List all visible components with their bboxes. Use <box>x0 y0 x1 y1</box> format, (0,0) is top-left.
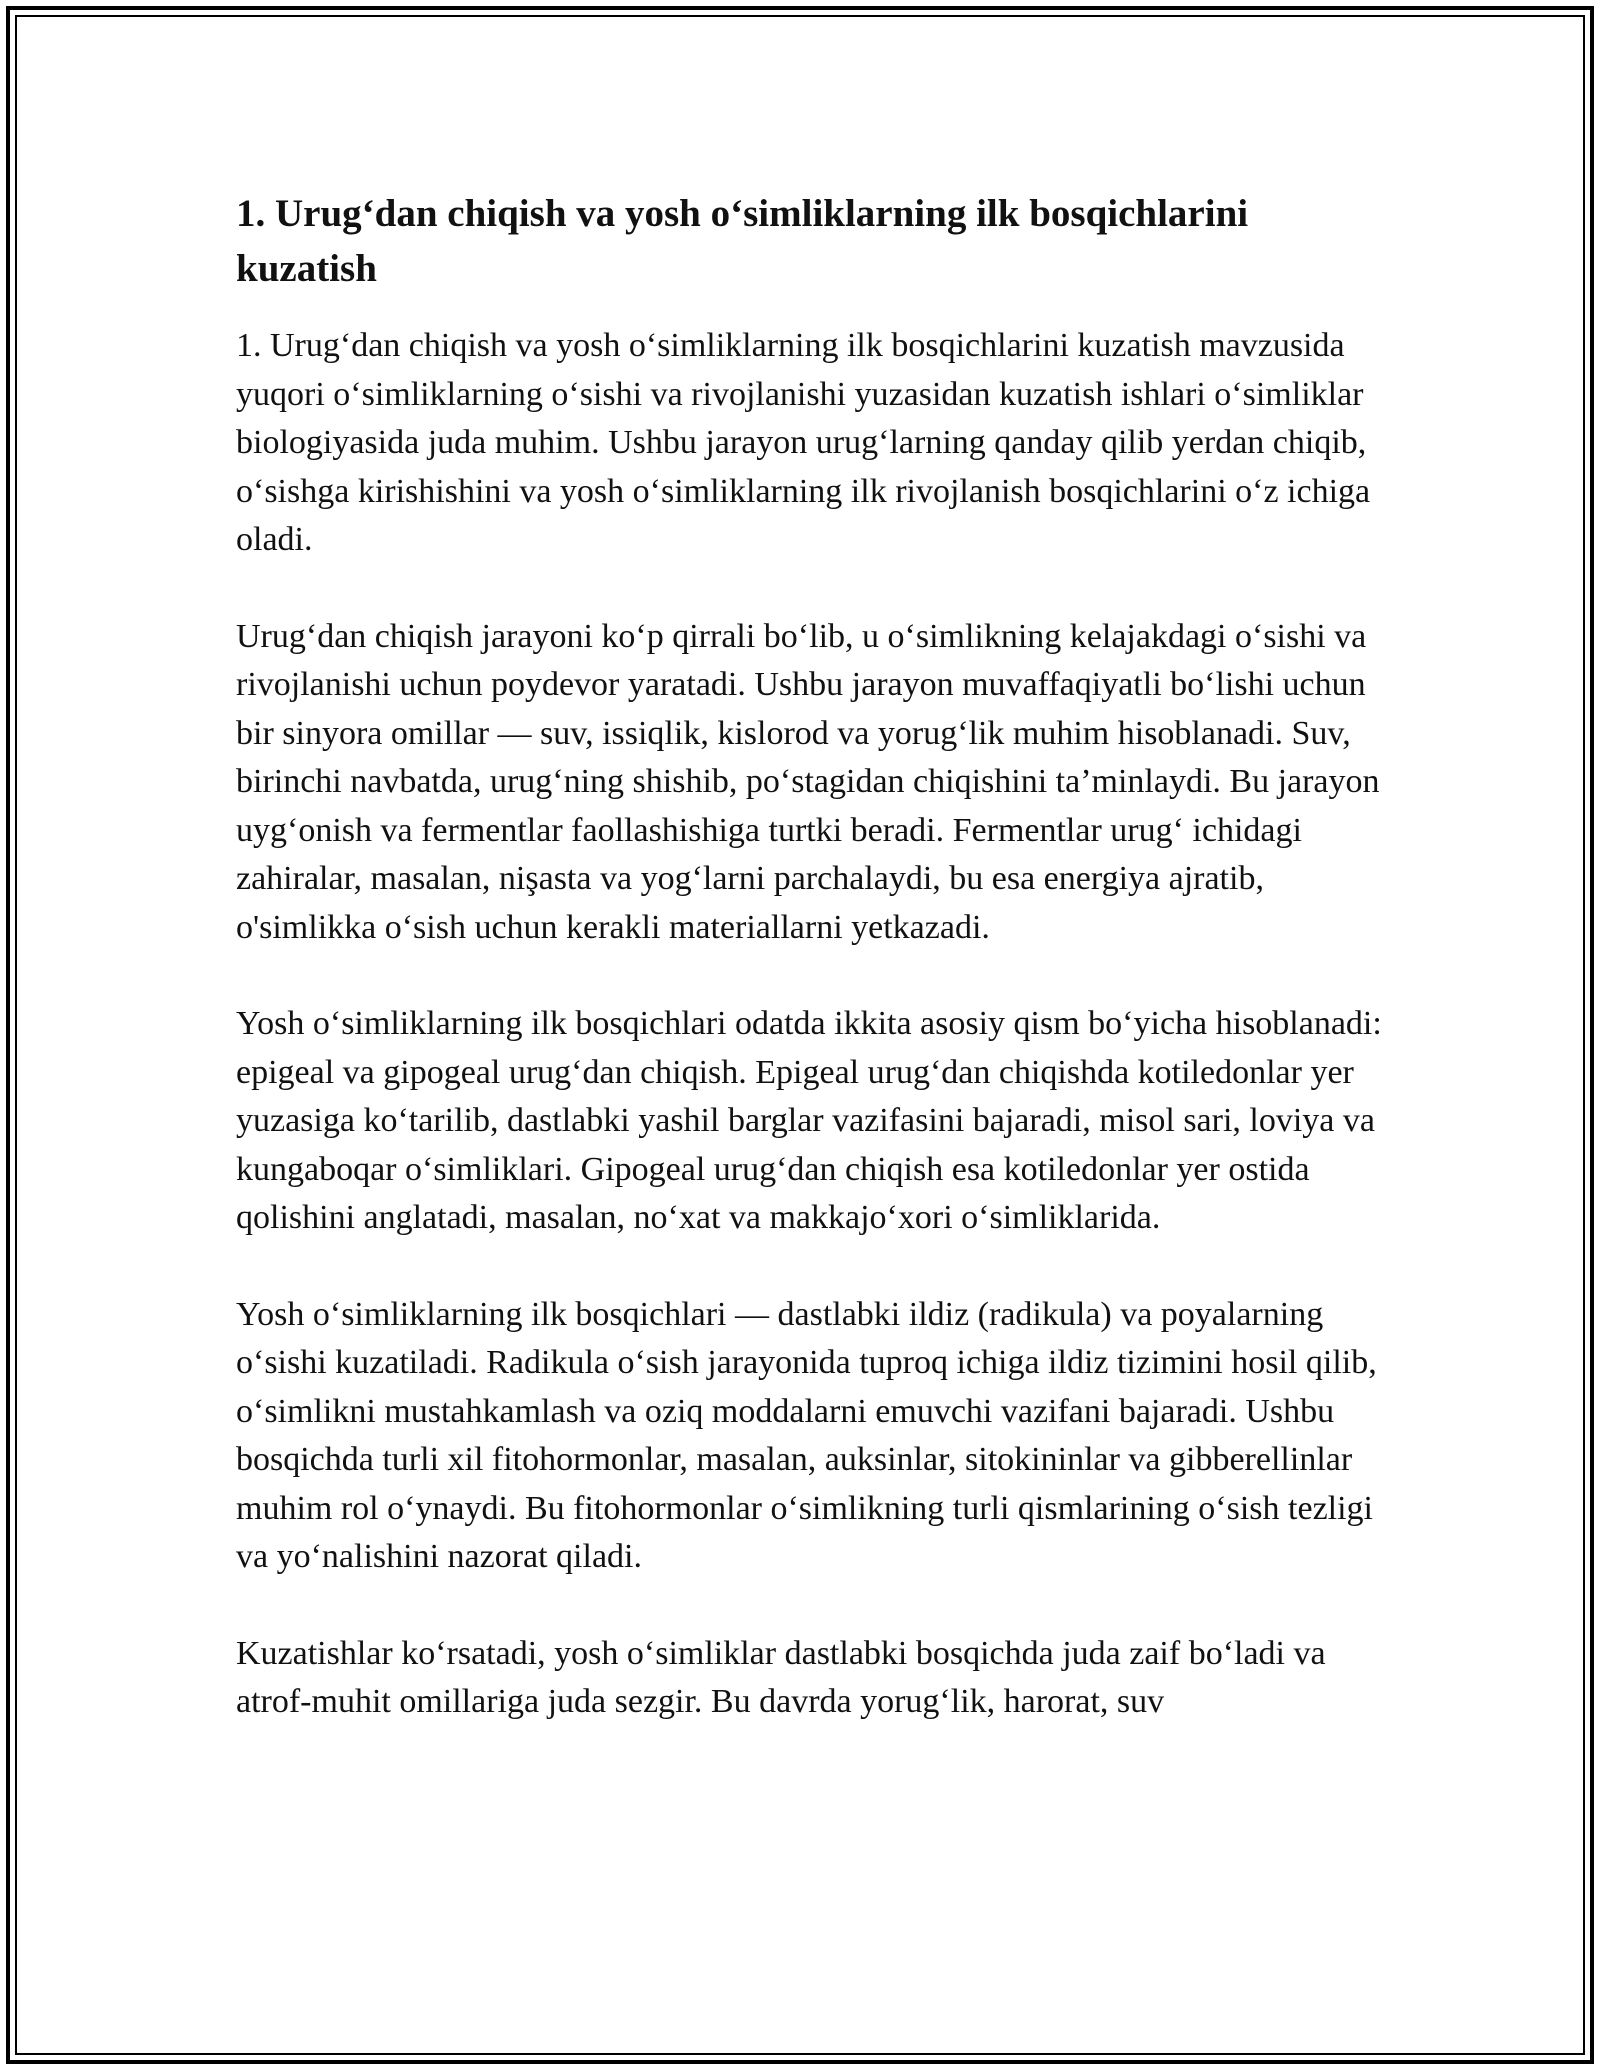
paragraph-5: Kuzatishlar ko‘rsatadi, yosh o‘simliklar dastlabki bosqichda juda zaif bo‘ladi va atrof-muhit omillariga juda sezgir. Bu davrda yorug‘lik, harorat, suv <box>236 1634 1326 1720</box>
paragraph-3: Yosh o‘simliklarning ilk bosqichlari odatda ikkita asosiy qism bo‘yicha hisoblanadi: epigeal va gipogeal urug‘dan chiqish. Epigeal urug‘dan chiqishda kotiledonlar yer yuzasiga ko‘tarilib, dastlabki yashil barglar vazifasini bajaradi, misol sari, loviya va kungaboqar o‘simliklari. Gipogeal urug‘dan chiqish esa kotiledonlar yer ostida qolishini anglatadi, masalan, no‘xat va makkajo‘xori o‘simliklarida. <box>236 1005 1382 1236</box>
paragraph-1: 1. Urug‘dan chiqish va yosh o‘simliklarning ilk bosqichlarini kuzatish mavzusida yuqori o‘simliklarning o‘sishi va rivojlanishi yuzasidan kuzatish ishlari o‘simliklar biologiyasida juda muhim. Ushbu jarayon urug‘larning qanday qilib yerdan chiqib, o‘sishga kirishishini va yosh o‘simliklarning ilk rivojlanish bosqichlarini o‘z ichiga oladi. <box>236 327 1371 558</box>
section-heading: 1. Urug‘dan chiqish va yosh o‘simliklarning ilk bosqichlarini kuzatish <box>236 192 1249 290</box>
document-body <box>236 186 1396 1775</box>
paragraph-4: Yosh o‘simliklarning ilk bosqichlari — dastlabki ildiz (radikula) va poyalarning o‘sishi kuzatiladi. Radikula o‘sish jarayonida tuproq ichiga ildiz tizimini hosil qilib, o‘simlikni mustahkamlash va oziq moddalarni emuvchi vazifani bajaradi. Ushbu bosqichda turli xil fitohormonlar, masalan, auksinlar, sitokininlar va gibberellinlar muhim rol o‘ynaydi. Bu fitohormonlar o‘simlikning turli qismlarining o‘sish tezligi va yo‘nalishini nazorat qiladi. <box>236 1295 1377 1575</box>
paragraph-2: Urug‘dan chiqish jarayoni ko‘p qirrali bo‘lib, u o‘simlikning kelajakdagi o‘sishi va rivojlanishi uchun poydevor yaratadi. Ushbu jarayon muvaffaqiyatli bo‘lishi uchun bir sinyora omillar — suv, issiqlik, kislorod va yorug‘lik muhim hisoblanadi. Suv, birinchi navbatda, urug‘ning shishib, po‘stagidan chiqishini ta’minlaydi. Bu jarayon uyg‘onish va fermentlar faollashishiga turtki beradi. Fermentlar urug‘ ichidagi zahiralar, masalan, nişasta va yog‘larni parchalaydi, bu esa energiya ajratib, o'simlikka o‘sish uchun kerakli materiallarni yetkazadi. <box>236 617 1380 946</box>
